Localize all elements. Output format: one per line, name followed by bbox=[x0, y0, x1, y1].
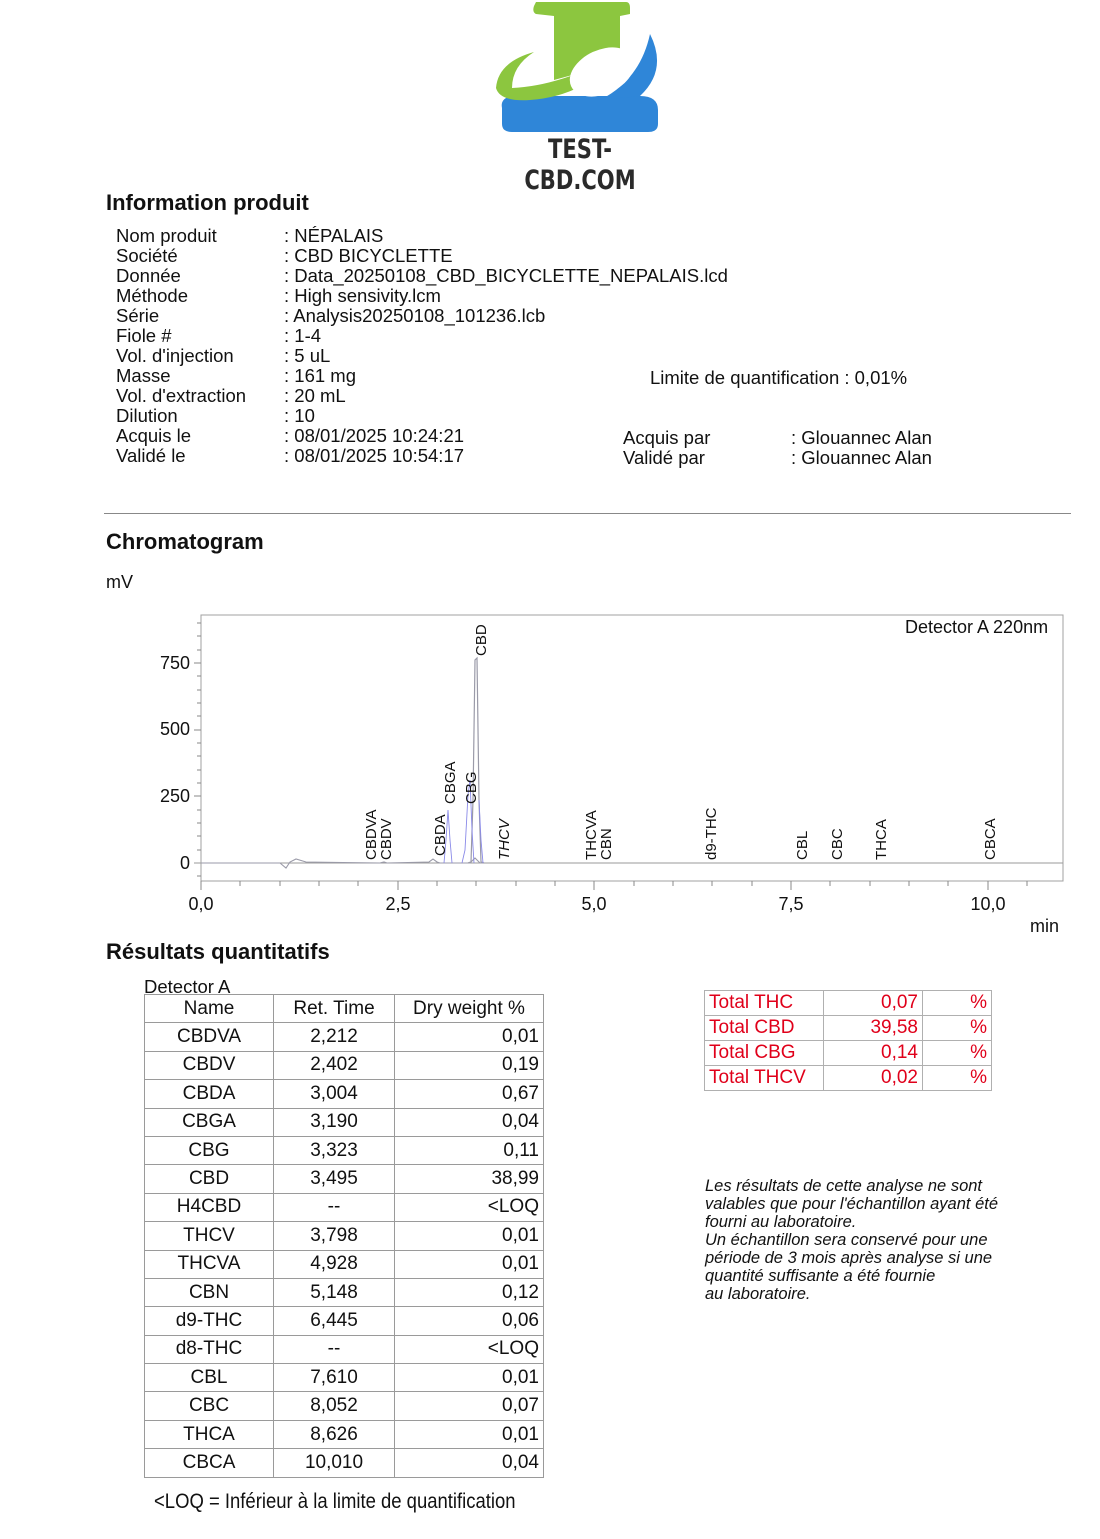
total-unit: % bbox=[923, 991, 992, 1016]
info-label: Validé le bbox=[116, 445, 186, 466]
info-value: : CBD BICYCLETTE bbox=[284, 245, 453, 266]
disclaimer-line: Les résultats de cette analyse ne sont bbox=[705, 1177, 983, 1195]
table-row bbox=[145, 1335, 544, 1363]
cell-dry-weight: 38,99 bbox=[395, 1165, 544, 1193]
cell-ret-time: 8,626 bbox=[274, 1420, 395, 1448]
info-label: Masse bbox=[116, 365, 171, 386]
peak-label: CBN bbox=[598, 828, 615, 860]
peak-label: CBG bbox=[463, 771, 480, 804]
table-row bbox=[145, 1222, 544, 1250]
info-value: : High sensivity.lcm bbox=[284, 285, 441, 306]
table-row bbox=[145, 1165, 544, 1193]
peak-label: CBDV bbox=[378, 818, 395, 860]
info-label: Donnée bbox=[116, 265, 181, 286]
cell-ret-time: 4,928 bbox=[274, 1250, 395, 1278]
cell-ret-time: 8,052 bbox=[274, 1392, 395, 1420]
peak-label: CBL bbox=[794, 830, 811, 860]
info-label: Nom produit bbox=[116, 225, 217, 246]
cell-ret-time: 3,798 bbox=[274, 1222, 395, 1250]
peak-label: THCV bbox=[496, 819, 513, 860]
cell-name: CBCA bbox=[145, 1449, 274, 1477]
cell-name: H4CBD bbox=[145, 1193, 274, 1221]
info-value: : 161 mg bbox=[284, 365, 356, 386]
cell-name: THCV bbox=[145, 1222, 274, 1250]
peak-label: CBCA bbox=[982, 818, 999, 860]
info-value: : Analysis20250108_101236.lcb bbox=[284, 305, 546, 326]
table-row bbox=[145, 1108, 544, 1136]
info-value: : 08/01/2025 10:54:17 bbox=[284, 445, 465, 466]
info-value: : 1-4 bbox=[284, 325, 322, 346]
cell-name: THCA bbox=[145, 1420, 274, 1448]
loq-limit-note: Limite de quantification : 0,01% bbox=[650, 367, 908, 388]
disclaimer-text bbox=[705, 1177, 1065, 1303]
x-tick-label: 2,5 bbox=[385, 894, 411, 914]
x-axis-unit: min bbox=[1030, 916, 1060, 936]
x-tick-label: 7,5 bbox=[778, 894, 804, 914]
total-value: 0,07 bbox=[824, 991, 923, 1016]
cell-name: CBD bbox=[145, 1165, 274, 1193]
y-tick-label: 500 bbox=[159, 719, 190, 739]
results-table bbox=[144, 994, 544, 1478]
loq-footnote: <LOQ = Inférieur à la limite de quantification bbox=[154, 1490, 516, 1513]
peak-label: CBDA bbox=[432, 814, 449, 856]
disclaimer-line: valables que pour l'échantillon ayant été bbox=[705, 1195, 999, 1213]
peak-label: CBGA bbox=[442, 761, 459, 804]
table-row bbox=[145, 1051, 544, 1079]
total-label: Total THCV bbox=[705, 1066, 824, 1091]
cell-name: d9-THC bbox=[145, 1307, 274, 1335]
total-unit: % bbox=[923, 1066, 992, 1091]
total-label: Total CBG bbox=[705, 1041, 824, 1066]
info-label: Série bbox=[116, 305, 160, 326]
y-tick-label: 250 bbox=[159, 786, 190, 806]
x-tick-label: 10,0 bbox=[970, 894, 1006, 914]
total-value: 0,02 bbox=[824, 1066, 923, 1091]
total-label: Total THC bbox=[705, 991, 824, 1016]
y-axis-unit: mV bbox=[106, 572, 133, 592]
table-row bbox=[145, 1307, 544, 1335]
info-heading: Information produit bbox=[106, 190, 309, 215]
validated-by-label: Validé par bbox=[623, 447, 705, 468]
cell-ret-time: 3,323 bbox=[274, 1136, 395, 1164]
info-value: : NÉPALAIS bbox=[284, 225, 384, 246]
total-unit: % bbox=[923, 1041, 992, 1066]
column-header-ret-time: Ret. Time bbox=[274, 995, 395, 1023]
cell-name: CBN bbox=[145, 1278, 274, 1306]
peak-label: CBDVA bbox=[363, 809, 380, 860]
peak-label: THCA bbox=[873, 819, 890, 860]
column-header-name: Name bbox=[145, 995, 274, 1023]
acquired-by-label: Acquis par bbox=[623, 427, 711, 448]
section-divider bbox=[104, 513, 1071, 514]
cell-dry-weight: <LOQ bbox=[395, 1193, 544, 1221]
peak-label: CBC bbox=[829, 828, 846, 860]
info-label: Fiole # bbox=[116, 325, 172, 346]
cell-name: CBDV bbox=[145, 1051, 274, 1079]
cell-ret-time: -- bbox=[274, 1335, 395, 1363]
table-row bbox=[145, 1449, 544, 1477]
cell-dry-weight: 0,04 bbox=[395, 1449, 544, 1477]
cell-dry-weight: 0,12 bbox=[395, 1278, 544, 1306]
cell-name: CBDA bbox=[145, 1080, 274, 1108]
cell-name: CBG bbox=[145, 1136, 274, 1164]
disclaimer-line: Un échantillon sera conservé pour une bbox=[705, 1231, 988, 1249]
cell-dry-weight: 0,07 bbox=[395, 1392, 544, 1420]
chromatogram-heading: Chromatogram bbox=[106, 529, 264, 554]
totals-row bbox=[705, 1041, 992, 1066]
cell-name: CBL bbox=[145, 1364, 274, 1392]
info-label: Dilution bbox=[116, 405, 178, 426]
disclaimer-line: quantité suffisante a été fournie bbox=[705, 1267, 936, 1285]
cell-ret-time: 3,190 bbox=[274, 1108, 395, 1136]
totals-row bbox=[705, 1016, 992, 1041]
totals-table bbox=[704, 990, 992, 1091]
cell-name: CBGA bbox=[145, 1108, 274, 1136]
table-row bbox=[145, 1193, 544, 1221]
table-row bbox=[145, 1080, 544, 1108]
total-unit: % bbox=[923, 1016, 992, 1041]
cell-ret-time: 3,004 bbox=[274, 1080, 395, 1108]
info-label: Société bbox=[116, 245, 178, 266]
disclaimer-line: période de 3 mois après analyse si une bbox=[705, 1249, 993, 1267]
cell-ret-time: 3,495 bbox=[274, 1165, 395, 1193]
chromatogram-plot bbox=[140, 600, 1080, 940]
detector-label: Detector A 220nm bbox=[905, 617, 1049, 637]
disclaimer-line: au laboratoire. bbox=[705, 1285, 811, 1303]
total-value: 0,14 bbox=[824, 1041, 923, 1066]
acquired-by-value: : Glouannec Alan bbox=[791, 427, 932, 448]
cell-dry-weight: 0,01 bbox=[395, 1364, 544, 1392]
table-row bbox=[145, 1278, 544, 1306]
results-heading: Résultats quantitatifs bbox=[106, 939, 330, 964]
table-row bbox=[145, 1250, 544, 1278]
cell-name: THCVA bbox=[145, 1250, 274, 1278]
chromatogram-chart bbox=[140, 600, 1080, 940]
cell-ret-time: 2,402 bbox=[274, 1051, 395, 1079]
cell-dry-weight: 0,01 bbox=[395, 1222, 544, 1250]
info-value: : 5 uL bbox=[284, 345, 331, 366]
cell-dry-weight: 0,11 bbox=[395, 1136, 544, 1164]
cell-ret-time: 6,445 bbox=[274, 1307, 395, 1335]
info-label: Vol. d'injection bbox=[116, 345, 234, 366]
table-row bbox=[145, 1023, 544, 1051]
peak-label: CBD bbox=[473, 624, 490, 656]
cell-dry-weight: 0,19 bbox=[395, 1051, 544, 1079]
info-value: : 08/01/2025 10:24:21 bbox=[284, 425, 465, 446]
cell-name: CBC bbox=[145, 1392, 274, 1420]
peak-label: d9-THC bbox=[703, 807, 720, 860]
info-label: Vol. d'extraction bbox=[116, 385, 247, 406]
table-row bbox=[145, 1136, 544, 1164]
cell-dry-weight: 0,01 bbox=[395, 1250, 544, 1278]
cell-dry-weight: 0,67 bbox=[395, 1080, 544, 1108]
disclaimer-line: fourni au laboratoire. bbox=[705, 1213, 857, 1231]
info-label: Acquis le bbox=[116, 425, 192, 446]
cell-ret-time: 5,148 bbox=[274, 1278, 395, 1306]
table-header-row bbox=[145, 995, 544, 1023]
cell-ret-time: 7,610 bbox=[274, 1364, 395, 1392]
cell-name: d8-THC bbox=[145, 1335, 274, 1363]
test-cbd-logo bbox=[490, 0, 670, 196]
cell-name: CBDVA bbox=[145, 1023, 274, 1051]
table-row bbox=[145, 1392, 544, 1420]
x-tick-label: 5,0 bbox=[581, 894, 607, 914]
info-label: Méthode bbox=[116, 285, 188, 306]
cell-dry-weight: 0,06 bbox=[395, 1307, 544, 1335]
cell-ret-time: -- bbox=[274, 1193, 395, 1221]
info-value: : Data_20250108_CBD_BICYCLETTE_NEPALAIS.lcd bbox=[284, 265, 728, 286]
column-header-dry-weight: Dry weight % bbox=[395, 995, 544, 1023]
y-tick-label: 0 bbox=[179, 853, 190, 873]
table-row bbox=[145, 1364, 544, 1392]
totals-row bbox=[705, 1066, 992, 1091]
peak-label: THCVA bbox=[583, 810, 600, 860]
logo-wordmark: TEST-CBD.COM bbox=[524, 134, 636, 196]
cell-dry-weight: <LOQ bbox=[395, 1335, 544, 1363]
cell-dry-weight: 0,01 bbox=[395, 1420, 544, 1448]
cell-ret-time: 2,212 bbox=[274, 1023, 395, 1051]
total-value: 39,58 bbox=[824, 1016, 923, 1041]
x-tick-label: 0,0 bbox=[188, 894, 214, 914]
total-label: Total CBD bbox=[705, 1016, 824, 1041]
flask-leaf-icon bbox=[490, 0, 670, 140]
y-tick-label: 750 bbox=[159, 653, 190, 673]
cell-dry-weight: 0,04 bbox=[395, 1108, 544, 1136]
detector-name: Detector A bbox=[144, 976, 231, 997]
table-row bbox=[145, 1420, 544, 1448]
validated-by-value: : Glouannec Alan bbox=[791, 447, 932, 468]
cell-ret-time: 10,010 bbox=[274, 1449, 395, 1477]
cell-dry-weight: 0,01 bbox=[395, 1023, 544, 1051]
info-value: : 20 mL bbox=[284, 385, 346, 406]
info-value: : 10 bbox=[284, 405, 315, 426]
totals-row bbox=[705, 991, 992, 1016]
